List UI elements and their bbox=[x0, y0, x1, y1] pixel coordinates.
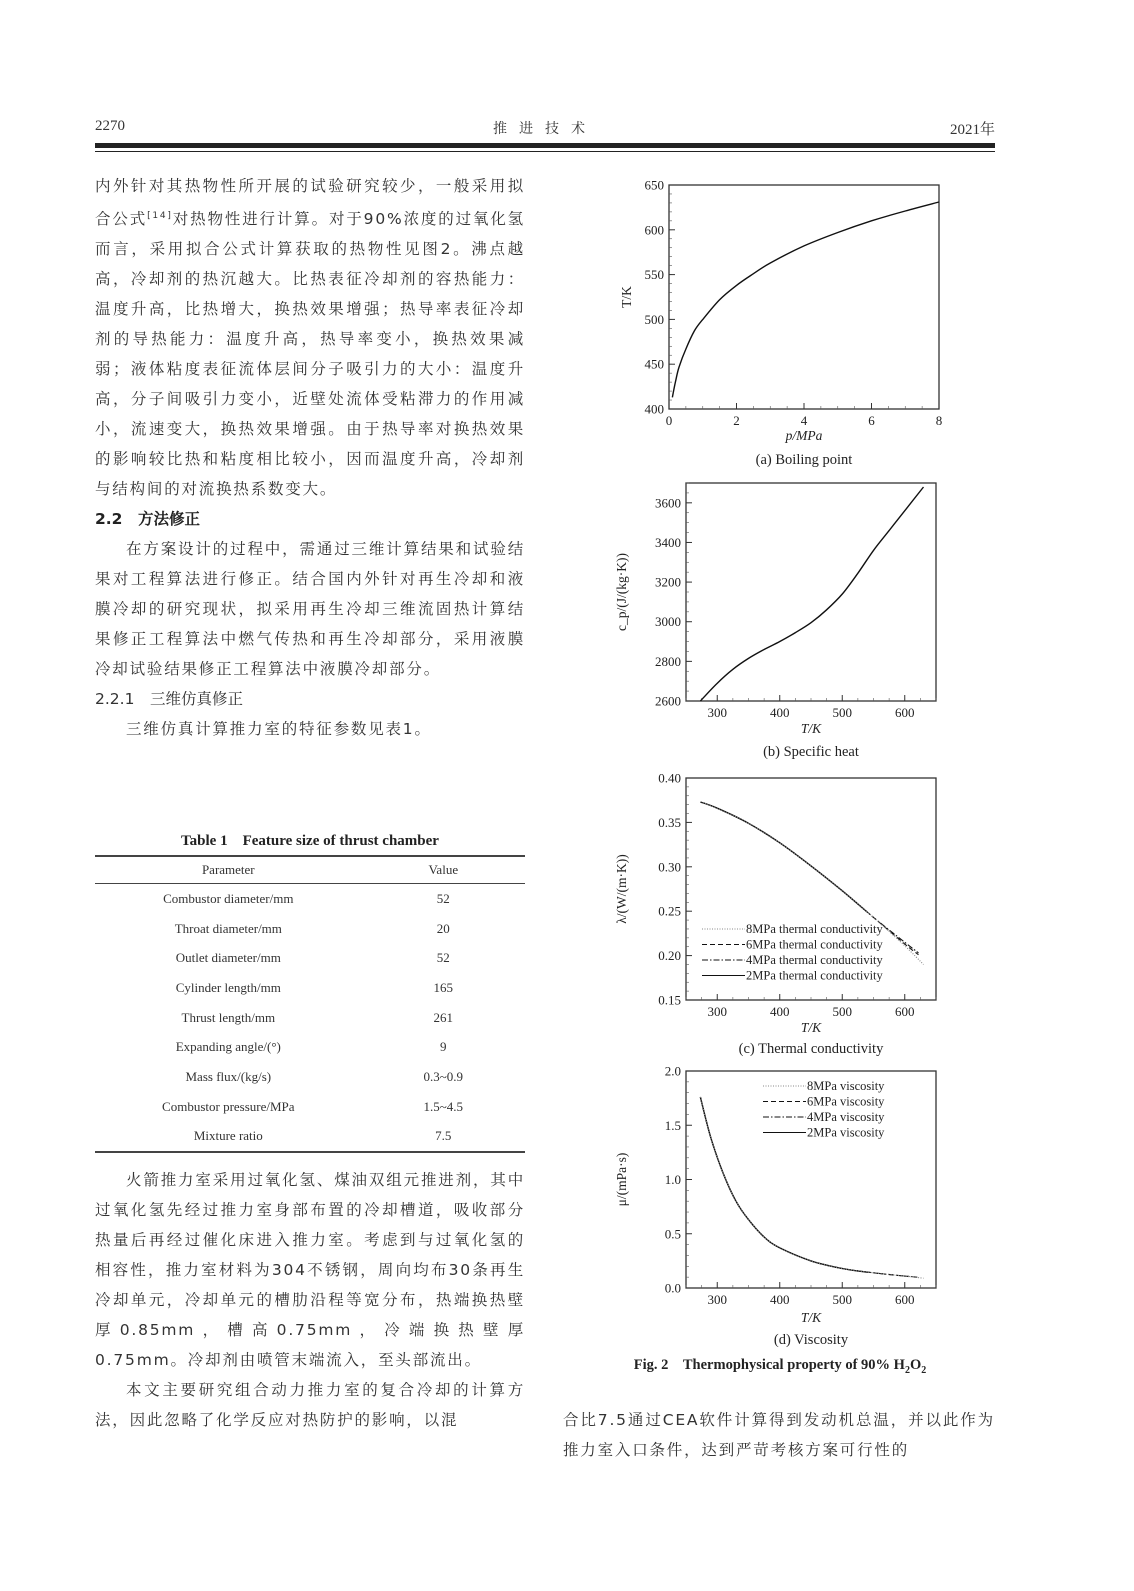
x-tick-label: 0 bbox=[665, 413, 673, 428]
section-heading-2-2: 2.2 方法修正 bbox=[95, 510, 200, 529]
header-rule-thick bbox=[95, 143, 995, 148]
y-tick-label: 3000 bbox=[655, 614, 681, 630]
table-row bbox=[95, 1032, 525, 1062]
x-tick-label: 300 bbox=[707, 1004, 727, 1019]
value-cell: 1.5~4.5 bbox=[423, 1098, 464, 1114]
parameter-cell: Cylinder length/mm bbox=[175, 979, 281, 995]
column-header-parameter: Parameter bbox=[95, 856, 362, 884]
x-axis-label: p/MPa bbox=[785, 428, 823, 443]
y-axis-label: λ/(W/(m·K)) bbox=[614, 854, 629, 924]
y-tick-label: 2600 bbox=[655, 693, 681, 709]
x-tick-label: 400 bbox=[770, 705, 790, 720]
parameter-cell: Mixture ratio bbox=[95, 1122, 362, 1153]
paragraph-method-scope: 本文主要研究组合动力推力室的复合冷却的计算方法，因此忽略了化学反应对热防护的影响，以混 bbox=[95, 1381, 525, 1429]
value-cell: 0.3~0.9 bbox=[423, 1068, 464, 1084]
plot-frame bbox=[686, 483, 936, 701]
y-tick-label: 450 bbox=[644, 356, 664, 372]
parameter-cell: Combustor pressure/MPa bbox=[162, 1098, 295, 1114]
parameter-cell: Expanding angle/(°) bbox=[175, 1039, 281, 1055]
x-tick-label: 4 bbox=[800, 413, 808, 428]
legend-label: 2MPa viscosity bbox=[807, 1125, 885, 1140]
chart-caption: (a) Boiling point bbox=[755, 452, 853, 468]
x-tick-label: 2 bbox=[733, 413, 740, 428]
y-tick-label: 0.15 bbox=[658, 992, 681, 1008]
y-tick-label: 3200 bbox=[655, 574, 681, 590]
plot-frame bbox=[669, 185, 939, 409]
column-header-value: Value bbox=[362, 856, 525, 884]
paragraph-method: 在方案设计的过程中，需通过三维计算结果和试验结果对工程算法进行修正。结合国内外针对再生冷却和液膜冷却的研究现状，拟采用再生冷却三维流固热计算结果修正工程算法中燃气传热和再生冷却部分，采用液膜冷却试验结果修正工程算法中液膜冷却部分。 bbox=[95, 540, 525, 679]
series-line-specific-heat bbox=[700, 487, 923, 701]
chart-specific-heat bbox=[614, 483, 936, 760]
x-tick-label: 300 bbox=[707, 705, 727, 720]
chart-thermal-conductivity bbox=[614, 771, 936, 1058]
table-row bbox=[95, 1122, 525, 1153]
x-tick-label: 400 bbox=[770, 1292, 790, 1307]
value-cell: 20 bbox=[436, 920, 450, 936]
figure-2-charts bbox=[600, 170, 980, 1350]
body-text-bottom bbox=[95, 1165, 525, 1435]
parameter-cell: Outlet diameter/mm bbox=[175, 950, 281, 966]
legend-label: 4MPa viscosity bbox=[807, 1110, 885, 1124]
legend-label: 6MPa thermal conductivity bbox=[746, 937, 883, 952]
y-tick-label: 0.30 bbox=[658, 859, 681, 875]
page-header bbox=[95, 118, 995, 142]
table-row bbox=[95, 1092, 525, 1122]
page-number: 2270 bbox=[95, 118, 125, 134]
legend-label: 8MPa viscosity bbox=[807, 1079, 885, 1093]
parameter-cell: Thrust length/mm bbox=[181, 1009, 276, 1025]
table-row bbox=[95, 973, 525, 1003]
value-cell: 7.5 bbox=[362, 1122, 525, 1153]
parameter-cell: Throat diameter/mm bbox=[174, 920, 282, 936]
series-line-2mpa-thermal-conductivity bbox=[700, 802, 867, 912]
body-text-right bbox=[563, 1405, 995, 1465]
y-tick-label: 0.25 bbox=[658, 903, 681, 919]
subscript: 2 bbox=[904, 1364, 910, 1376]
x-axis-label: T/K bbox=[800, 1310, 822, 1325]
y-tick-label: 0.40 bbox=[658, 770, 681, 786]
chart-boiling-point bbox=[619, 178, 942, 469]
y-axis-label: c_p/(J/(kg·K)) bbox=[614, 553, 629, 631]
y-tick-label: 0.20 bbox=[658, 948, 681, 964]
y-tick-label: 600 bbox=[644, 222, 664, 238]
y-tick-label: 0.35 bbox=[658, 814, 681, 830]
journal-name: 推进技术 bbox=[493, 121, 597, 137]
figure-caption-text: O bbox=[909, 1357, 922, 1373]
x-tick-label: 600 bbox=[895, 1004, 915, 1019]
citation-ref[interactable]: [14] bbox=[147, 211, 173, 221]
chart-caption: (c) Thermal conductivity bbox=[738, 1041, 884, 1057]
section-heading-2-2-1: 2.2.1 三维仿真修正 bbox=[95, 690, 243, 709]
legend-label: 6MPa viscosity bbox=[807, 1094, 885, 1109]
subscript: 2 bbox=[921, 1364, 927, 1376]
value-cell: 165 bbox=[433, 979, 454, 995]
y-tick-label: 3400 bbox=[655, 534, 681, 550]
figure-caption-text: Fig. 2 Thermophysical property of 90% H bbox=[633, 1357, 905, 1373]
legend-label: 2MPa thermal conductivity bbox=[746, 968, 883, 983]
feature-size-table bbox=[95, 855, 525, 1153]
x-tick-label: 300 bbox=[707, 1292, 727, 1307]
table-row bbox=[95, 1062, 525, 1092]
y-tick-label: 2.0 bbox=[664, 1063, 681, 1079]
value-cell: 52 bbox=[436, 890, 450, 906]
y-tick-label: 2800 bbox=[655, 653, 681, 669]
x-tick-label: 500 bbox=[832, 705, 852, 720]
y-axis-label: μ/(mPa·s) bbox=[614, 1152, 629, 1207]
parameter-cell: Combustor diameter/mm bbox=[163, 890, 294, 906]
y-tick-label: 400 bbox=[644, 401, 664, 417]
table-row bbox=[95, 914, 525, 944]
x-tick-label: 600 bbox=[895, 1292, 915, 1307]
paragraph-cea: 合比7.5通过CEA软件计算得到发动机总温，并以此作为推力室入口条件，达到严苛考核方案可行性的 bbox=[563, 1411, 995, 1459]
x-axis-label: T/K bbox=[800, 1020, 822, 1035]
y-axis-label: T/K bbox=[619, 286, 634, 308]
paragraph-text: 对热物性进行计算。对于90%浓度的过氧化氢而言，采用拟合公式计算获取的热物性见图2。沸点越高，冷却剂的热沉越大。比热表征冷却剂的容热能力：温度升高，比热增大，换热效果增强；热导率表征冷却剂的导热能力：温度升高，热导率变小，换热效果减弱；液体粘度表征流体层间分子吸引力的大小：温度升高，分子间吸引力变小，近壁处流体受粘滞力的作用减小，流速变大，换热效果增强。由于热导率对换热效果的影响较比热和粘度相比较小，因而温度升高，冷却剂与结构间的对流换热系数变大。 bbox=[95, 210, 525, 499]
x-tick-label: 500 bbox=[832, 1292, 852, 1307]
table-row bbox=[95, 1003, 525, 1033]
y-tick-label: 550 bbox=[644, 267, 664, 283]
chart-caption: (d) Viscosity bbox=[773, 1332, 849, 1348]
series-line-8mpa-viscosity bbox=[700, 1094, 923, 1278]
y-tick-label: 3600 bbox=[655, 495, 681, 511]
y-tick-label: 650 bbox=[644, 177, 664, 193]
y-tick-label: 500 bbox=[644, 311, 664, 327]
body-text-top bbox=[95, 171, 525, 744]
series-line-6mpa-viscosity bbox=[700, 1094, 917, 1277]
x-tick-label: 6 bbox=[868, 413, 875, 428]
y-tick-label: 0.5 bbox=[664, 1226, 681, 1242]
value-cell: 52 bbox=[436, 950, 450, 966]
x-tick-label: 500 bbox=[832, 1004, 852, 1019]
x-axis-label: T/K bbox=[800, 721, 822, 736]
table-title: Table 1 Feature size of thrust chamber bbox=[181, 833, 439, 849]
paragraph-thermophysical bbox=[95, 171, 525, 504]
parameter-cell: Mass flux/(kg/s) bbox=[185, 1068, 272, 1084]
value-cell: 261 bbox=[433, 1009, 454, 1025]
chart-caption: (b) Specific heat bbox=[763, 744, 859, 760]
chart-viscosity bbox=[614, 1064, 936, 1349]
paragraph-text: 内外针对其热物性所开展的试验研究较少，一般采用拟合公式 bbox=[95, 177, 525, 229]
x-tick-label: 600 bbox=[895, 705, 915, 720]
y-tick-label: 0.0 bbox=[664, 1280, 681, 1296]
journal-year: 2021年 bbox=[949, 122, 995, 138]
table-row bbox=[95, 943, 525, 973]
table-header-row bbox=[95, 856, 525, 884]
figure-caption bbox=[600, 1353, 960, 1376]
table-row bbox=[95, 884, 525, 914]
value-cell: 9 bbox=[440, 1039, 447, 1055]
x-tick-label: 400 bbox=[770, 1004, 790, 1019]
x-tick-label: 8 bbox=[935, 413, 943, 428]
y-tick-label: 1.0 bbox=[664, 1172, 681, 1187]
header-rule-thin bbox=[95, 151, 995, 152]
paragraph-table-ref: 三维仿真计算推力室的特征参数见表1。 bbox=[126, 720, 432, 739]
paragraph-propellant: 火箭推力室采用过氧化氢、煤油双组元推进剂，其中过氧化氢先经过推力室身部布置的冷却槽道，吸收部分热量后再经过催化床进入推力室。考虑到与过氧化氢的相容性，推力室材料为304不锈钢，周向均布30条再生冷却单元，冷却单元的槽肋沿程等宽分布，热端换热壁厚0.85mm，槽高0.75mm，冷端换热壁厚0.75mm。冷却剂由喷管末端流入，至头部流出。 bbox=[95, 1171, 525, 1369]
legend-label: 8MPa thermal conductivity bbox=[746, 922, 883, 936]
y-tick-label: 1.5 bbox=[664, 1117, 681, 1133]
series-line-boiling-point bbox=[672, 202, 939, 397]
legend-label: 4MPa thermal conductivity bbox=[746, 953, 883, 967]
